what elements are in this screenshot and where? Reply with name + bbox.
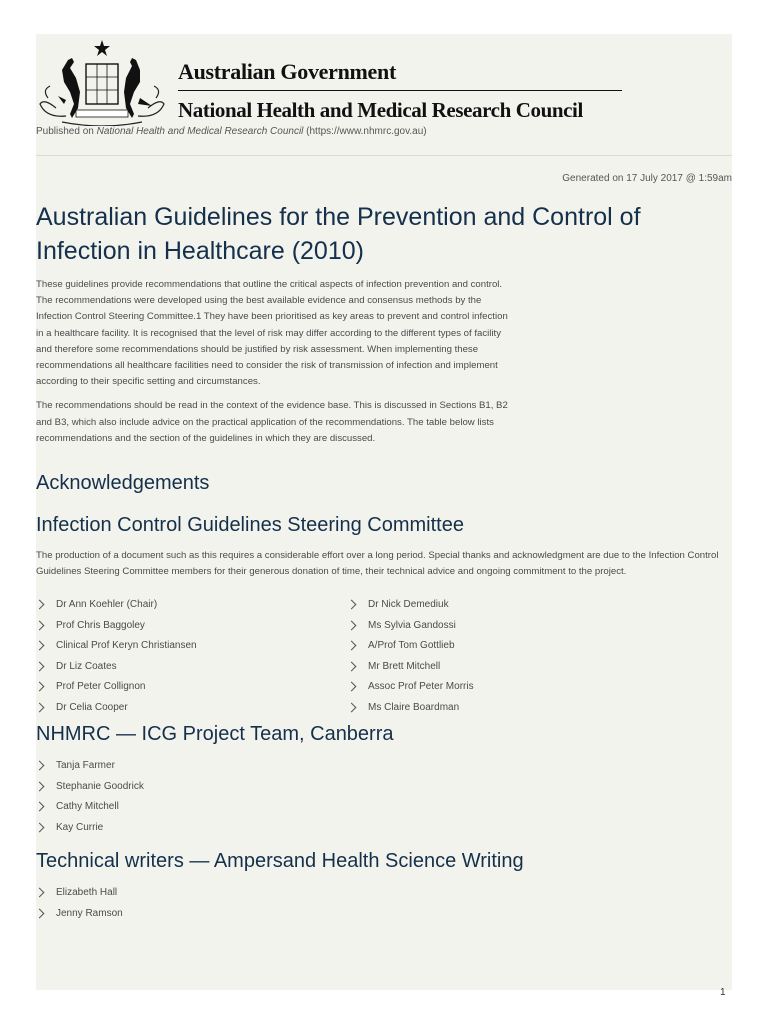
government-title: Australian Government [178,59,396,84]
list-item: Ms Claire Boardman [348,701,660,722]
list-item: Ms Sylvia Gandossi [348,619,660,640]
list-item: Kay Currie [36,821,732,842]
list-item: Dr Ann Koehler (Chair) [36,598,348,619]
list-item: Dr Liz Coates [36,660,348,681]
list-item: Assoc Prof Peter Morris [348,680,660,701]
nhmrc-team-list [36,759,732,841]
list-item: Stephanie Goodrick [36,780,732,801]
list-item: Cathy Mitchell [36,800,732,821]
coat-of-arms-logo [36,38,168,126]
list-item: Prof Peter Collignon [36,680,348,701]
list-item: Prof Chris Baggoley [36,619,348,640]
steering-committee-heading: Infection Control Guidelines Steering Committee [36,514,464,537]
list-item: Jenny Ramson [36,907,732,928]
members-right-column [348,598,660,721]
published-site-name: National Health and Medical Research Council [96,126,304,137]
list-item: Dr Nick Demediuk [348,598,660,619]
intro-paragraph: These guidelines provide recommendations that outline the critical aspects of infection prevention and control. The recommendations were developed using the best available evidence and consensus methods by the Infection Control Steering Committee.1 They have been prioritised as key areas to prevent and control infection in a healthcare facility. It is recognised that the level of risk may differ according to the different types of facility and therefore some recommendations should be justified by risk assessment. When implementing these recommendations all healthcare facilities need to consider the risk of transmission of infection and implement according to their specific setting and circumstances. [36,279,508,388]
steering-committee-text: The production of a document such as this requires a considerable effort over a long period. Special thanks and acknowledgment are due to the Infection Control Guidelines Steering Committee members for their generous donation of time, their technical advice and ongoing commitment to the project. [36,550,719,578]
council-title: National Health and Medical Research Council [178,98,583,122]
page-title: Australian Guidelines for the Prevention and Control of Infection in Healthcare (2010) [36,203,641,265]
divider [36,155,732,156]
list-item: Mr Brett Mitchell [348,660,660,681]
acknowledgements-heading: Acknowledgements [36,472,210,495]
published-url[interactable]: (https://www.nhmrc.gov.au) [303,126,427,137]
list-item: Clinical Prof Keryn Christiansen [36,639,348,660]
generated-date: Generated on 17 July 2017 @ 1:59am [562,173,732,184]
nhmrc-team-heading: NHMRC — ICG Project Team, Canberra [36,723,394,746]
list-item: Elizabeth Hall [36,886,732,907]
intro-paragraph: The recommendations should be read in the context of the evidence base. This is discussed in Sections B1, B2 and B3, which also include advice on the practical application of the recommendations. The table below lists recommendations and the section of the guidelines in which they are discussed. [36,400,508,444]
title-rule [178,90,622,91]
page-number: 1 [720,987,726,998]
published-prefix: Published on [36,126,97,137]
list-item: A/Prof Tom Gottlieb [348,639,660,660]
technical-writers-heading: Technical writers — Ampersand Health Science Writing [36,850,524,873]
technical-writers-list [36,886,732,927]
members-left-column [36,598,348,721]
steering-committee-members [36,598,732,721]
list-item: Dr Celia Cooper [36,701,348,722]
header [36,34,732,130]
document-page [36,34,732,990]
list-item: Tanja Farmer [36,759,732,780]
